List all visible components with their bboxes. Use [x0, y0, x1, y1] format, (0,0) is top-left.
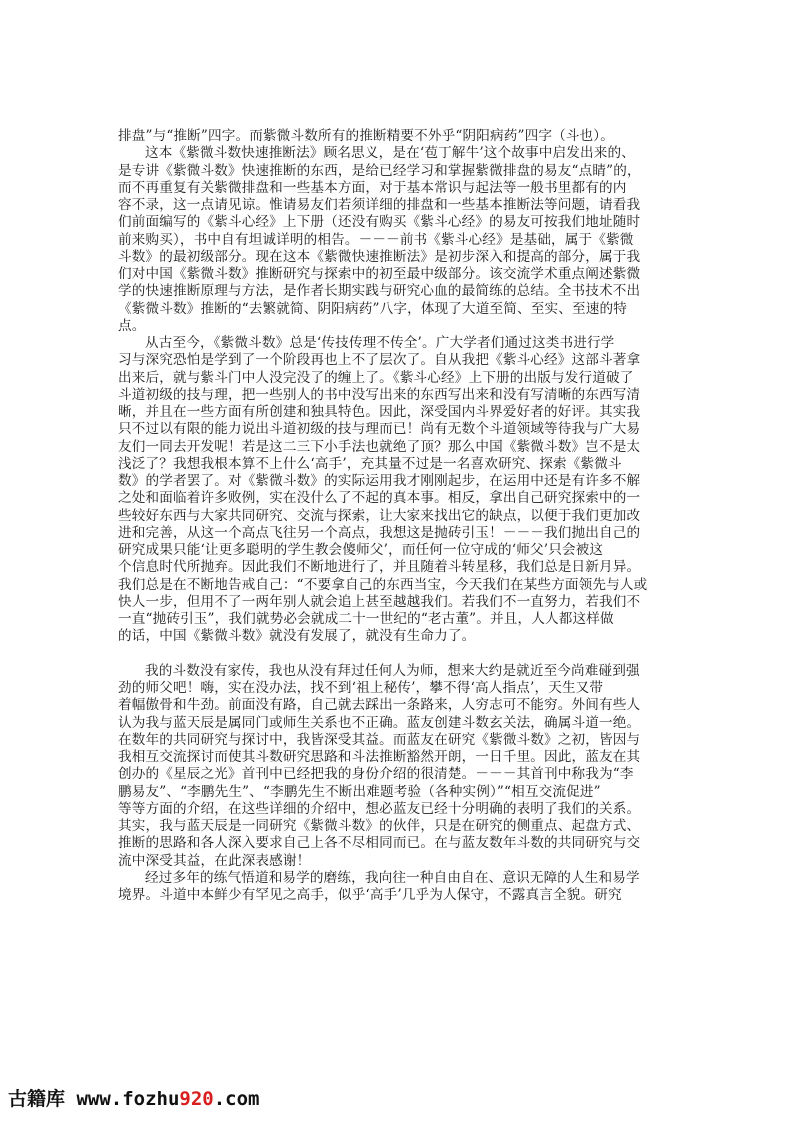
- text-line: 排盘”与“推断”四字。而紫微斗数所有的推断精要不外乎“阴阳病药”四字（斗也）。: [118, 128, 614, 144]
- text-line: 创办的《星辰之光》首刊中已经把我的身份介绍的很清楚。－－－其首刊中称我为“李: [118, 766, 634, 783]
- text-line: 流中深受其益，在此深表感谢！: [118, 852, 311, 869]
- text-line: 研究成果只能‘让更多聪明的学生教会傻师父’，而任何一位守成的‘师父’只会被这: [118, 542, 604, 558]
- text-line: 前来购买），书中自有坦诚详明的相告。－－－前书《紫斗心经》是基础，属于《紫微: [118, 231, 634, 248]
- text-line: 着幅傲骨和牛劲。前面没有路，自己就去踩出一条路来，人穷志可不能穷。外间有些人: [118, 697, 641, 714]
- text-line: 些较好东西与大家共同研究、交流与探索，让大家来找出它的缺点，以便于我们更加改: [118, 507, 641, 524]
- text-line: 的话，中国《紫微斗数》就没有发展了，就没有生命力了。: [118, 628, 476, 645]
- text-line: 斗道初级的技与理，把一些别人的书中没写出来的东西写出来和没有写清晰的东西写清: [118, 386, 641, 403]
- text-line: 劲的师父吧！嗨，实在没办法，找不到‘祖上秘传’，攀不得‘高人指点’，天生又带: [118, 680, 604, 696]
- text-line: 斗数》的最初级部分。现在这本《紫微快速推断法》是初步深入和提高的部分，属于我: [118, 248, 641, 265]
- paragraph-first-line: 经过多年的练气悟道和易学的磨练，我向往一种自由自在、意识无障的人生和易学: [145, 869, 640, 886]
- text-line: 习与深究恐怕是学到了一个阶段再也上不了层次了。自从我把《紫斗心经》这部斗著拿: [118, 352, 641, 369]
- text-line: 晰，并且在一些方面有所创建和独具特色。因此，深受国内斗界爱好者的好评。其实我: [118, 404, 641, 420]
- watermark-url-prefix: www.fozhu: [65, 1088, 180, 1110]
- text-line: 们对中国《紫微斗数》推断研究与探索中的初至最中级部分。该交流学术重点阐述紫微: [118, 266, 641, 282]
- text-line: 推断的思路和各人深入要求自己上各不尽相同而已。在与蓝友数年斗数的共同研究与交: [118, 835, 641, 852]
- text-line: 而不再重复有关紫微排盘和一些基本方面，对于基本常识与起法等一般书里都有的内: [118, 179, 627, 196]
- text-line: 等等方面的介绍，在这些详细的介绍中，想必蓝友已经十分明确的表明了我们的关系。: [118, 800, 641, 817]
- watermark-name: 古籍库: [8, 1088, 66, 1110]
- text-line: 容不录，这一点请见谅。惟请易友们若须详细的排盘和一些基本推断法等问题，请看我: [118, 197, 641, 213]
- watermark-url-suffix: .com: [213, 1088, 260, 1110]
- site-watermark: [8, 1084, 260, 1111]
- paragraph-gap: [118, 646, 678, 663]
- text-line: 个信息时代所抛弃。因此我们不断地进行了，并且随着斗转星移，我们总是日新月异。: [118, 559, 641, 576]
- text-line: 快人一步，但用不了一两年别人就会追上甚至越越我们。若我们不一直努力，若我们不: [118, 593, 641, 610]
- text-line: 浅泛了？我想我根本算不上什么‘高手’，充其量不过是一名喜欢研究、探索《紫微斗: [118, 455, 622, 472]
- text-line: 点。: [118, 317, 146, 334]
- watermark-url-number: 920: [179, 1088, 214, 1110]
- text-line: 认为我与蓝天辰是属同门或师生关系也不正确。蓝友创建斗数玄关法，确属斗道一绝。: [118, 714, 641, 731]
- text-line: 之处和面临着许多败例，实在没什么了不起的真本事。相反，拿出自己研究探索中的一: [118, 490, 641, 507]
- text-line: 只不过以有限的能力说出斗道初级的技与理而已！尚有无数个斗道领域等待我与广大易: [118, 421, 641, 438]
- text-line: 学的快速推断原理与方法，是作者长期实践与研究心血的最简练的总结。全书技术不出: [118, 283, 641, 300]
- text-line: 是专讲《紫微斗数》快速推断的东西，是给已经学习和掌握紫微排盘的易友“点睛”的，: [118, 162, 641, 179]
- text-line: 《紫微斗数》推断的“去繁就简、阴阳病药”八字，体现了大道至简、至实、至速的特: [118, 300, 627, 317]
- text-line: 友们一同去开发呢！若是这二三下小手法也就绝了顶？那么中国《紫微斗数》岂不是太: [118, 438, 641, 455]
- text-line: 境界。斗道中本鲜少有罕见之高手，似乎‘高手’几乎为人保守，不露真言全貌。研究: [118, 887, 622, 903]
- text-line: 出来后，就与紫斗门中人没完没了的缠上了。《紫斗心经》上下册的出版与发行道破了: [118, 369, 634, 386]
- text-line: 我们总是在不断地告戒自己：“不要拿自己的东西当宝，今天我们在某些方面领先与人或: [118, 576, 648, 593]
- text-line: 数》的学者罢了。对《紫微斗数》的实际运用我才刚刚起步，在运用中还是有许多不解: [118, 473, 641, 489]
- text-line: 鹏易友”、“李鹏先生”、“李鹏先生不断出难题考验（各种实例）”“相互交流促进”: [118, 783, 601, 800]
- text-line: 其实，我与蓝天辰是一同研究《紫微斗数》的伙伴，只是在研究的侧重点、起盘方式、: [118, 818, 641, 834]
- text-line: 在数年的共同研究与探讨中，我皆深受其益。而蓝友在研究《紫微斗数》之初，皆因与: [118, 731, 641, 748]
- document-body: [118, 128, 678, 904]
- text-line: 一直“抛砖引玉”，我们就势必会就成二十一世纪的“老古董”。并且，人人都这样做: [118, 611, 614, 627]
- paragraph-first-line: 这本《紫微斗数快速推断法》顾名思义，是在‘苞丁解牛’这个故事中启发出来的、: [145, 145, 635, 162]
- text-line: 们前面编写的《紫斗心经》上下册（还没有购买《紫斗心经》的易友可按我们地址随时: [118, 214, 641, 231]
- paragraph-first-line: 我的斗数没有家传，我也从没有拜过任何人为师，想来大约是就近至今尚难碰到强: [145, 662, 640, 679]
- text-line: 进和完善，从这一个高点飞往另一个高点，我想这是抛砖引玉！－－－我们抛出自己的: [118, 524, 641, 541]
- text-line: 我相互交流探讨而使其斗数研究思路和斗法推断豁然开朗，一日千里。因此，蓝友在其: [118, 749, 641, 765]
- paragraph-first-line: 从古至今，《紫微斗数》总是‘传技传理不传全’。广大学者们通过这类书进行学: [145, 335, 615, 351]
